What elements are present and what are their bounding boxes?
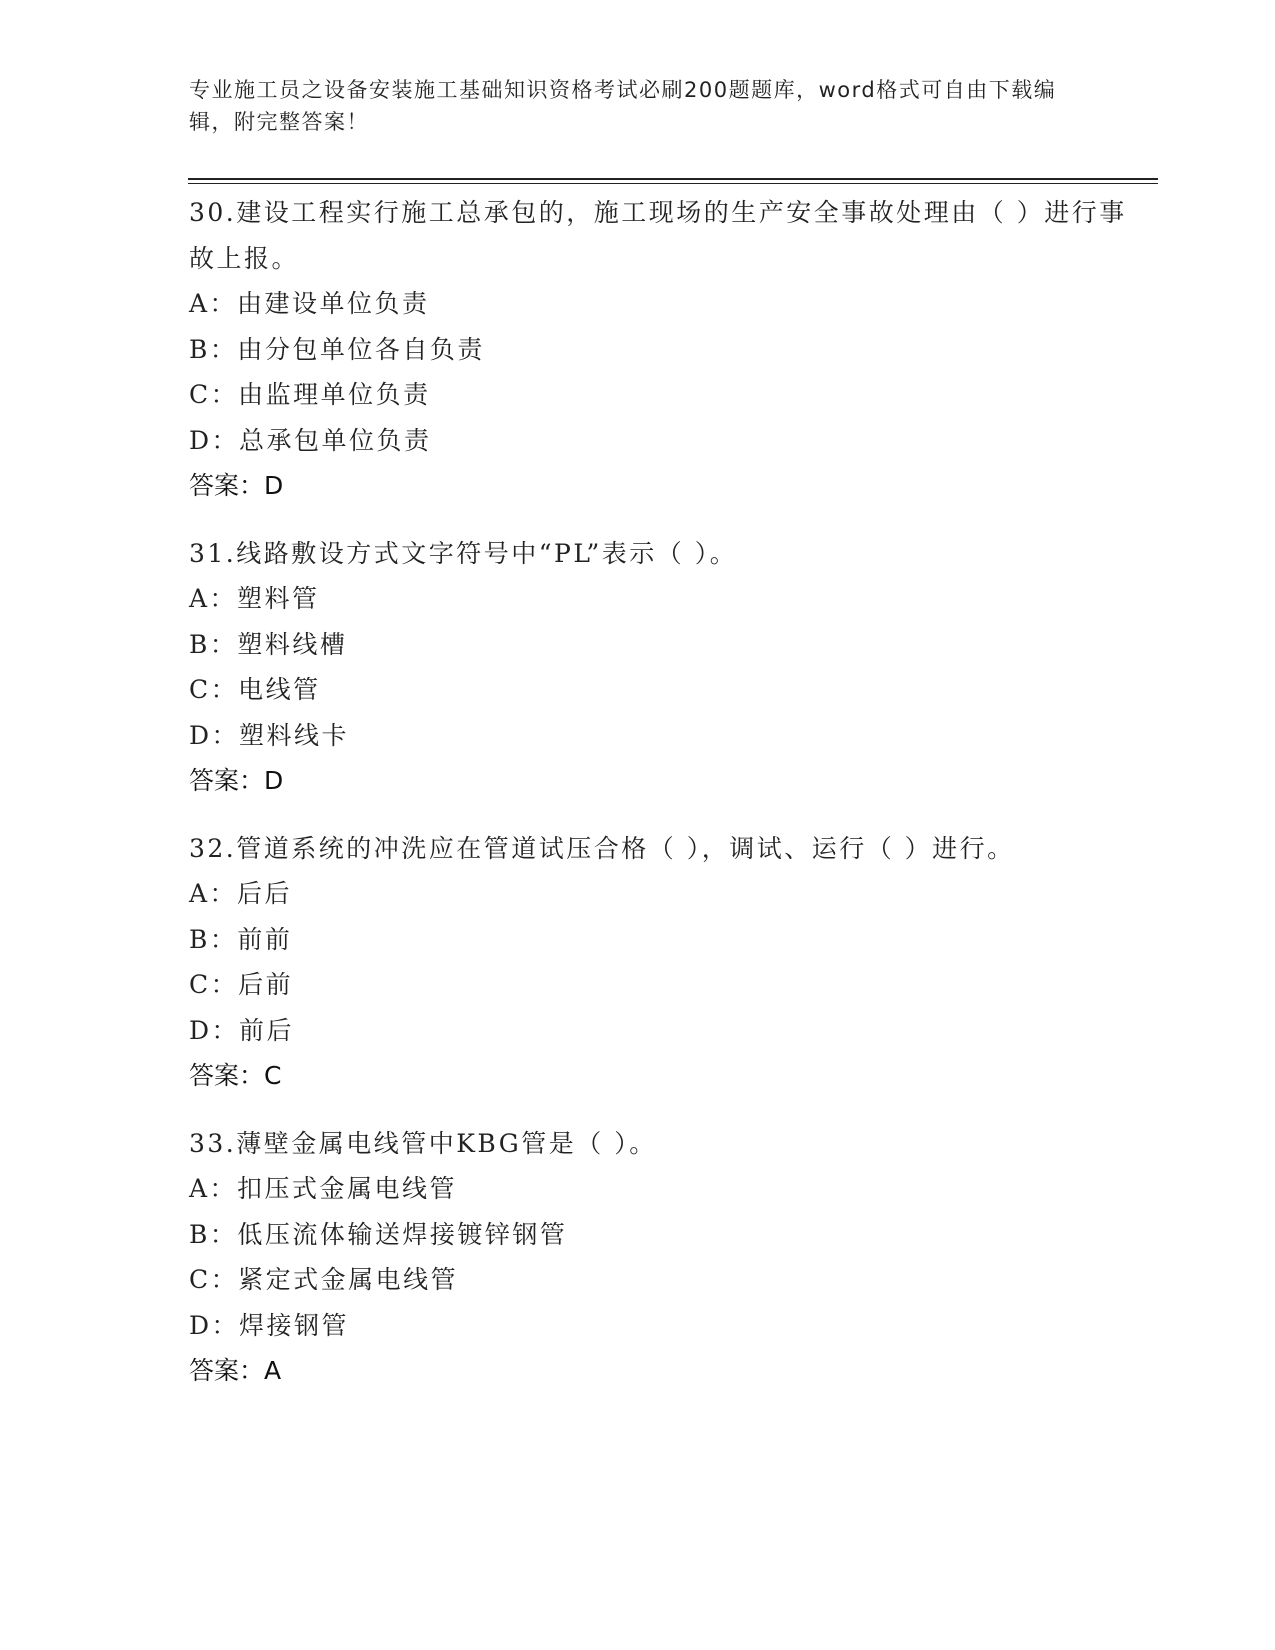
option-a: A：塑料管 bbox=[189, 584, 320, 613]
option-d: D：焊接钢管 bbox=[189, 1310, 350, 1340]
question-title: 33.薄壁金属电线管中KBG管是（ ）。 bbox=[189, 1128, 657, 1158]
option-b: B：由分包单位各自负责 bbox=[189, 334, 485, 364]
option-b: B：低压流体输送焊接镀锌钢管 bbox=[189, 1219, 568, 1249]
answer-line bbox=[189, 1053, 1149, 1099]
option-b: B：前前 bbox=[189, 924, 293, 954]
option-c: C：紧定式金属电线管 bbox=[189, 1265, 459, 1294]
option-c: C：电线管 bbox=[189, 675, 321, 704]
option-d: D：塑料线卡 bbox=[189, 720, 350, 750]
option-d: D：总承包单位负责 bbox=[189, 425, 432, 455]
answer-label: 答案： bbox=[189, 1061, 265, 1090]
option-c: C：由监理单位负责 bbox=[189, 380, 431, 409]
option-a: A：后后 bbox=[189, 879, 293, 908]
answer-label: 答案： bbox=[189, 1356, 265, 1385]
answer-value: C bbox=[264, 1061, 282, 1090]
question-title: 31.线路敷设方式文字符号中“PL”表示（ ）。 bbox=[189, 538, 738, 568]
option-a: A：扣压式金属电线管 bbox=[189, 1174, 458, 1203]
option-d: D：前后 bbox=[189, 1015, 295, 1045]
header-rule-thick bbox=[188, 178, 1158, 180]
question-list bbox=[189, 190, 1149, 1416]
answer-value: D bbox=[264, 471, 284, 500]
question-title: 32.管道系统的冲洗应在管道试压合格（ ），调试、运行（ ）进行。 bbox=[189, 833, 1015, 863]
option-b: B：塑料线槽 bbox=[189, 629, 348, 659]
option-a: A：由建设单位负责 bbox=[189, 289, 430, 318]
answer-line bbox=[189, 1348, 1149, 1394]
answer-line bbox=[189, 758, 1149, 804]
answer-value: D bbox=[264, 766, 284, 795]
question-item bbox=[189, 826, 1149, 1099]
question-item bbox=[189, 531, 1149, 804]
header-rule-thin bbox=[188, 183, 1158, 184]
question-item bbox=[189, 190, 1149, 509]
option-c: C：后前 bbox=[189, 970, 294, 999]
document-header: 专业施工员之设备安装施工基础知识资格考试必刷200题题库，word格式可自由下载编辑，附完整答案！ bbox=[189, 78, 1057, 134]
answer-label: 答案： bbox=[189, 766, 265, 795]
question-title: 30.建设工程实行施工总承包的，施工现场的生产安全事故处理由（ ）进行事故上报。 bbox=[189, 198, 1127, 273]
answer-value: A bbox=[264, 1356, 282, 1385]
question-item bbox=[189, 1121, 1149, 1394]
answer-label: 答案： bbox=[189, 471, 265, 500]
answer-line bbox=[189, 463, 1149, 509]
